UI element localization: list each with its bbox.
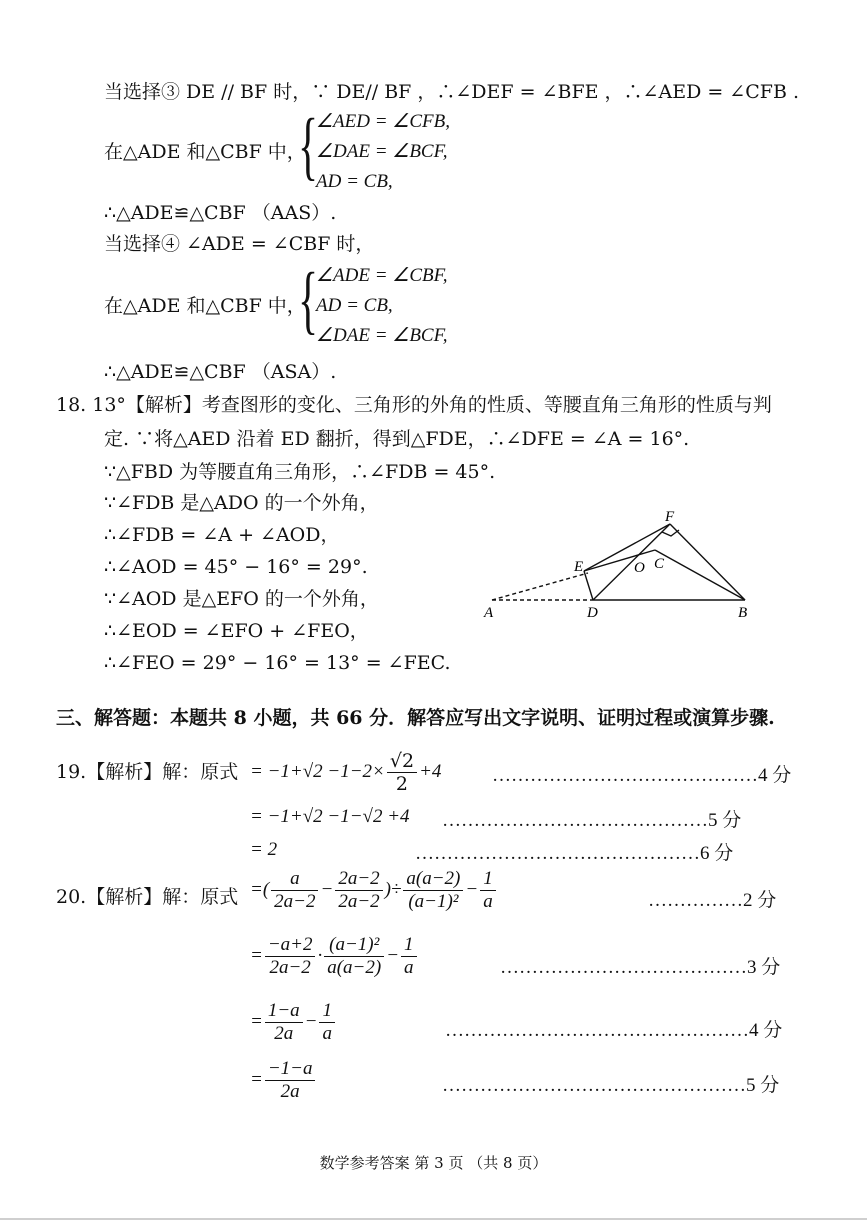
label-C: C xyxy=(654,556,665,572)
sec17-line-1: 当选择③ DE // BF 时，∵ DE// BF ，∴∠DEF = ∠BFE ，∴∠AED = ∠CFB . xyxy=(104,81,799,103)
q20-s1-close: )÷ xyxy=(384,878,402,900)
geometry-figure xyxy=(480,508,770,618)
q20-step4-score: …………………………………………5 分 xyxy=(442,1075,780,1096)
sec17-line-6: ∴△ADE≌△CBF （ASA）. xyxy=(104,361,337,383)
q20-step4 xyxy=(250,1058,317,1103)
q18-line-3: ∵△FBD 为等腰直角三角形，∴∠FDB = 45°. xyxy=(104,461,496,483)
q20-s1-frac1 xyxy=(271,868,318,913)
q20-s2-f1-num: −a+2 xyxy=(265,934,316,957)
system-2-eq-1: ∠ADE = ∠CBF, xyxy=(316,265,448,286)
page-footer: 数学参考答案 第 3 页 （共 8 页） xyxy=(319,1154,548,1172)
q18-line-8: ∴∠EOD = ∠EFO + ∠FEO， xyxy=(104,620,369,642)
q19-step1-a: = −1+√2 −1−2× xyxy=(250,761,385,782)
q20-s1-frac2 xyxy=(335,868,382,913)
q18-line-1: 18. 13°【解析】考查图形的变化、三角形的外角的性质、等腰直角三角形的性质与判 xyxy=(56,394,772,416)
q20-s4-f1-num: −1−a xyxy=(265,1058,316,1081)
q20-s2-minus: − xyxy=(386,944,400,966)
q19-step1 xyxy=(250,746,441,797)
q18-line-9: ∴∠FEO = 29° − 16° = 13° = ∠FEC. xyxy=(104,652,451,674)
q20-s3-frac1 xyxy=(265,1000,303,1045)
q20-s2-dot: · xyxy=(317,944,323,966)
q20-s3-f2-den: a xyxy=(322,1023,332,1044)
q20-s1-f4-num: 1 xyxy=(480,868,496,891)
sec17-line-2: 在△ADE 和△CBF 中， xyxy=(104,141,306,163)
q19-step1-score: ……………………………………4 分 xyxy=(492,765,792,786)
sec17-line-3: ∴△ADE≌△CBF （AAS）. xyxy=(104,202,337,224)
q19-label: 19.【解析】解：原式 xyxy=(56,761,239,783)
q20-s4-f1-den: 2a xyxy=(280,1081,300,1102)
sec17-line-4: 当选择④ ∠ADE = ∠CBF 时， xyxy=(104,233,375,255)
q20-s1-f1-num: a xyxy=(271,868,318,891)
sec17-line-5: 在△ADE 和△CBF 中， xyxy=(104,295,306,317)
q19-step1-num: √2 xyxy=(387,750,417,773)
q20-s2-frac3 xyxy=(401,934,417,979)
q20-s1-f2-num: 2a−2 xyxy=(335,868,382,891)
q19-step2: = −1+√2 −1−√2 +4 xyxy=(250,806,410,827)
q20-s1-f3-den: (a−1)² xyxy=(408,891,459,912)
system-2-eq-3: ∠DAE = ∠BCF, xyxy=(316,325,448,346)
q20-s1-f2-den: 2a−2 xyxy=(338,891,380,912)
q20-s2-frac2 xyxy=(324,934,384,979)
q20-s3-eq: = xyxy=(250,1010,263,1032)
page-bottom-divider xyxy=(0,1218,867,1220)
q20-step3 xyxy=(250,1000,337,1045)
label-B: B xyxy=(738,605,748,618)
q18-line-2: 定. ∵将△AED 沿着 ED 翻折，得到△FDE，∴∠DFE = ∠A = 16°. xyxy=(104,428,690,450)
q20-s2-f3-num: 1 xyxy=(401,934,417,957)
q20-s2-f2-num: (a−1)² xyxy=(324,934,384,957)
q20-s2-f2-den: a(a−2) xyxy=(327,957,382,978)
q20-label: 20.【解析】解：原式 xyxy=(56,886,239,908)
q20-step3-score: …………………………………………4 分 xyxy=(445,1020,783,1041)
label-F: F xyxy=(665,509,675,525)
q20-s1-f3-num: a(a−2) xyxy=(403,868,463,891)
q19-step1-b: +4 xyxy=(419,761,442,782)
q19-step1-frac xyxy=(387,750,417,795)
q20-s3-f1-num: 1−a xyxy=(265,1000,303,1023)
q20-s1-minus2: − xyxy=(465,878,479,900)
q18-line-6: ∴∠AOD = 45° − 16° = 29°. xyxy=(104,556,368,578)
q20-s1-f1-den: 2a−2 xyxy=(274,891,316,912)
system-2-eq-2: AD = CB, xyxy=(316,295,393,316)
q20-s1-minus: − xyxy=(320,878,334,900)
q18-line-4: ∵∠FDB 是△ADO 的一个外角， xyxy=(104,492,379,514)
q20-step2 xyxy=(250,934,419,979)
q20-s1-open: =( xyxy=(250,878,270,900)
label-E: E xyxy=(574,559,584,575)
q20-s2-frac1 xyxy=(265,934,316,979)
q19-step3-score: ………………………………………6 分 xyxy=(415,843,734,864)
q18-line-5: ∴∠FDB = ∠A + ∠AOD， xyxy=(104,524,340,546)
q20-s2-eq: = xyxy=(250,944,263,966)
system-1-eq-1: ∠AED = ∠CFB, xyxy=(316,111,450,132)
q20-s1-frac3 xyxy=(403,868,463,913)
brace-2: { xyxy=(298,258,319,342)
q19-step1-den: 2 xyxy=(395,772,408,795)
q19-step2-score: ……………………………………5 分 xyxy=(442,810,742,831)
system-1-eq-2: ∠DAE = ∠BCF, xyxy=(316,141,448,162)
label-A: A xyxy=(484,605,494,618)
q20-s3-f1-den: 2a xyxy=(274,1023,294,1044)
q20-s4-eq: = xyxy=(250,1068,263,1090)
q20-s1-frac4 xyxy=(480,868,496,913)
q20-s3-f2-num: 1 xyxy=(319,1000,335,1023)
system-1-eq-3: AD = CB, xyxy=(316,171,393,192)
brace-1: { xyxy=(298,104,319,188)
q20-step2-score: …………………………………3 分 xyxy=(500,957,781,978)
q18-line-7: ∵∠AOD 是△EFO 的一个外角， xyxy=(104,588,379,610)
q19-step3: = 2 xyxy=(250,839,278,860)
q20-s2-f3-den: a xyxy=(404,957,414,978)
q20-step1 xyxy=(250,868,498,913)
q20-s2-f1-den: 2a−2 xyxy=(269,957,311,978)
q20-s4-frac1 xyxy=(265,1058,316,1103)
q20-s3-frac2 xyxy=(319,1000,335,1045)
section-3-heading: 三、解答题：本题共 8 小题，共 66 分．解答应写出文字说明、证明过程或演算步骤. xyxy=(56,707,775,729)
label-D: D xyxy=(587,605,598,618)
q20-s1-f4-den: a xyxy=(483,891,493,912)
q20-s3-minus: − xyxy=(304,1010,318,1032)
label-O: O xyxy=(634,560,645,576)
q20-step1-score: ……………2 分 xyxy=(648,890,777,911)
